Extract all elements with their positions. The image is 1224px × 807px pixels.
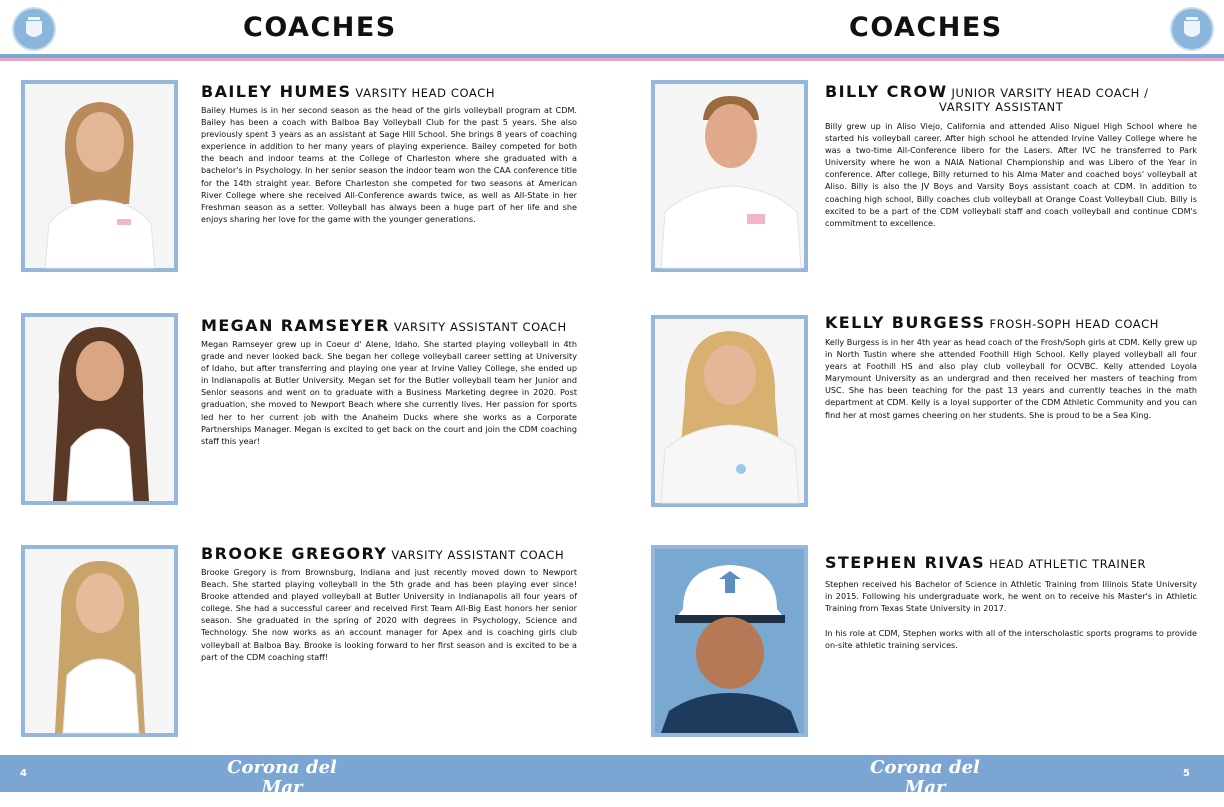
cdm-volleyball-logo-right: [860, 758, 990, 807]
coach-name: BAILEY HUMES: [201, 82, 352, 101]
coach-bio-stephen-rivas: Stephen received his Bachelor of Science in Athletic Training from Illinois State University in 2015. Following his undergraduate work, he went on to receive his Master's in Athletic Training from Texas State University in 2017.: [825, 579, 1197, 614]
coach-bio-brooke-gregory: Brooke Gregory is from Brownsburg, Indiana and just recently moved down to Newport Beach. She started playing volleyball in the 5th grade and has been playing ever since! Brooke attended and played volleyball at Butler University in Indianapolis all four years of college. She had a successful career and received First Team All-Big East honors her senior season. She graduated in the spring of 2020 with degrees in Psychology, Science and Technology. She now works as an account manager for Apex and is coaching girls club volleyball at Balboa Bay. Brooke is looking forward to her first season and is excited to be a part of the CDM coaching staff!: [201, 567, 577, 662]
header-stripe-pink: [0, 58, 1224, 61]
coach-photo-bailey-humes: [21, 80, 178, 272]
page-number-right: 5: [1183, 768, 1190, 779]
coach-role: VARSITY ASSISTANT COACH: [391, 548, 565, 562]
coach-photo-brooke-gregory: [21, 545, 178, 737]
coach-name: MEGAN RAMSEYER: [201, 316, 390, 335]
coach-bio-bailey-humes: Bailey Humes is in her second season as the head of the girls volleyball program at CDM. Bailey has been a coach with Balboa Bay Volleyball Club for the past 5 years. She also previously spent 3 years as an assistant at Sage Hill School. She brings 8 years of coaching experience in addition to her many years of playing experience. Bailey competed for both the beach and indoor teams at the College of Charleston where she graduated with a bachelor's in Psychology. In her senior season the indoor team won the CAA conference title for the 14th straight year. Before Charleston she competed for two seasons at American River College where she received All-Conference awards twice, as well as All-State in her Freshman season as a setter. Volleyball has always been a huge part of her life and she enjoys sharing her love for the game with the younger generations.: [201, 105, 577, 224]
coach-name: STEPHEN RIVAS: [825, 553, 986, 572]
logo-script: Corona del Mar: [870, 757, 980, 798]
coach-heading-billy-crow: [825, 84, 1149, 100]
coach-role: HEAD ATHLETIC TRAINER: [989, 557, 1147, 571]
coach-photo-stephen-rivas: [651, 545, 808, 737]
footer-bar: [0, 755, 1224, 792]
coach-bio-billy-crow: Billy grew up in Aliso Viejo, California and attended Aliso Niguel High School where he started his volleyball career. After high school he attended Irvine Valley College where he was a two-time All-Conference libero for the Lasers. After IVC he transferred to Park University where he won a NAIA National Championship and was Libero of the Year in conference. After college, Billy returned to his Alma Mater and coached boys' volleyball at Aliso. Billy is also the JV Boys and Varsity Boys assistant coach at CDM. In addition to coaching high school, Billy coaches club volleyball at Orange Coast Volleyball Club. Billy is excited to be a part of the CDM volleyball staff and coach volleyball and continue CDM's commitment to excellence.: [825, 121, 1197, 228]
coach-heading-bailey-humes: [201, 84, 495, 100]
logo-script: Corona del Mar: [227, 757, 337, 798]
coach-heading-megan-ramseyer: [201, 318, 567, 334]
coach-photo-billy-crow: [651, 80, 808, 272]
logo-sub: VOLLEYBALL: [233, 799, 331, 806]
page-number-left: 4: [20, 768, 27, 779]
coach-heading-stephen-rivas: [825, 555, 1146, 571]
coach-name: BROOKE GREGORY: [201, 544, 388, 563]
school-seal-right: [1170, 7, 1214, 51]
coach-bio-megan-ramseyer: Megan Ramseyer grew up in Coeur d' Alene, Idaho. She started playing volleyball in 4th grade and never looked back. She began her college volleyball career setting at University of Idaho, but after transferring and playing one year at Irvine Valley College, she ended up in Indianapolis at Butler University. Megan set for the Butler volleyball team her Junior and Senior seasons and went on to graduate with a Business Marketing degree in 2020. Post graduation, she moved to Newport Beach where she currently lives. Her passion for sports led her to her current job with the Anaheim Ducks where she works as a Corporate Partnerships Manager. Megan is excited to get back on the court and join the CDM coaching staff this year!: [201, 339, 577, 446]
crest-icon: [1172, 9, 1212, 49]
coach-role: JUNIOR VARSITY HEAD COACH /: [951, 86, 1149, 100]
coach-role-line2: VARSITY ASSISTANT: [939, 100, 1064, 114]
page-title-right: COACHES: [849, 12, 1003, 43]
coach-heading-brooke-gregory: [201, 546, 564, 562]
crest-icon: [14, 9, 54, 49]
logo-sub: VOLLEYBALL: [876, 799, 974, 806]
coach-photo-megan-ramseyer: [21, 313, 178, 505]
coach-bio-kelly-burgess: Kelly Burgess is in her 4th year as head coach of the Frosh/Soph girls at CDM. Kelly grew up in North Tustin where she attended Foothill High School. Kelly played volleyball all four years at Foothill HS and also play club volleyball for OCVBC. Kelly attended Loyola Marymount University as an undergrad and then received her masters of teaching from USC. She has been teaching for the past 13 years and currently teaches in the math department at CDM. Kelly is a loyal supporter of the CDM Athletic Community and you can find her at most games cheering on her students. She is proud to be a Sea King.: [825, 337, 1197, 420]
coach-bio-stephen-rivas-2: In his role at CDM, Stephen works with all of the interscholastic sports programs to provide on-site athletic training services.: [825, 628, 1197, 651]
coach-role: FROSH-SOPH HEAD COACH: [989, 317, 1159, 331]
page-title-left: COACHES: [243, 12, 397, 43]
coach-photo-kelly-burgess: [651, 315, 808, 507]
coach-name: KELLY BURGESS: [825, 313, 986, 332]
coach-role: VARSITY ASSISTANT COACH: [393, 320, 567, 334]
coach-name: BILLY CROW: [825, 82, 948, 101]
coach-heading-kelly-burgess: [825, 315, 1159, 331]
school-seal-left: [12, 7, 56, 51]
cdm-volleyball-logo-left: [217, 758, 347, 807]
coach-role: VARSITY HEAD COACH: [355, 86, 496, 100]
